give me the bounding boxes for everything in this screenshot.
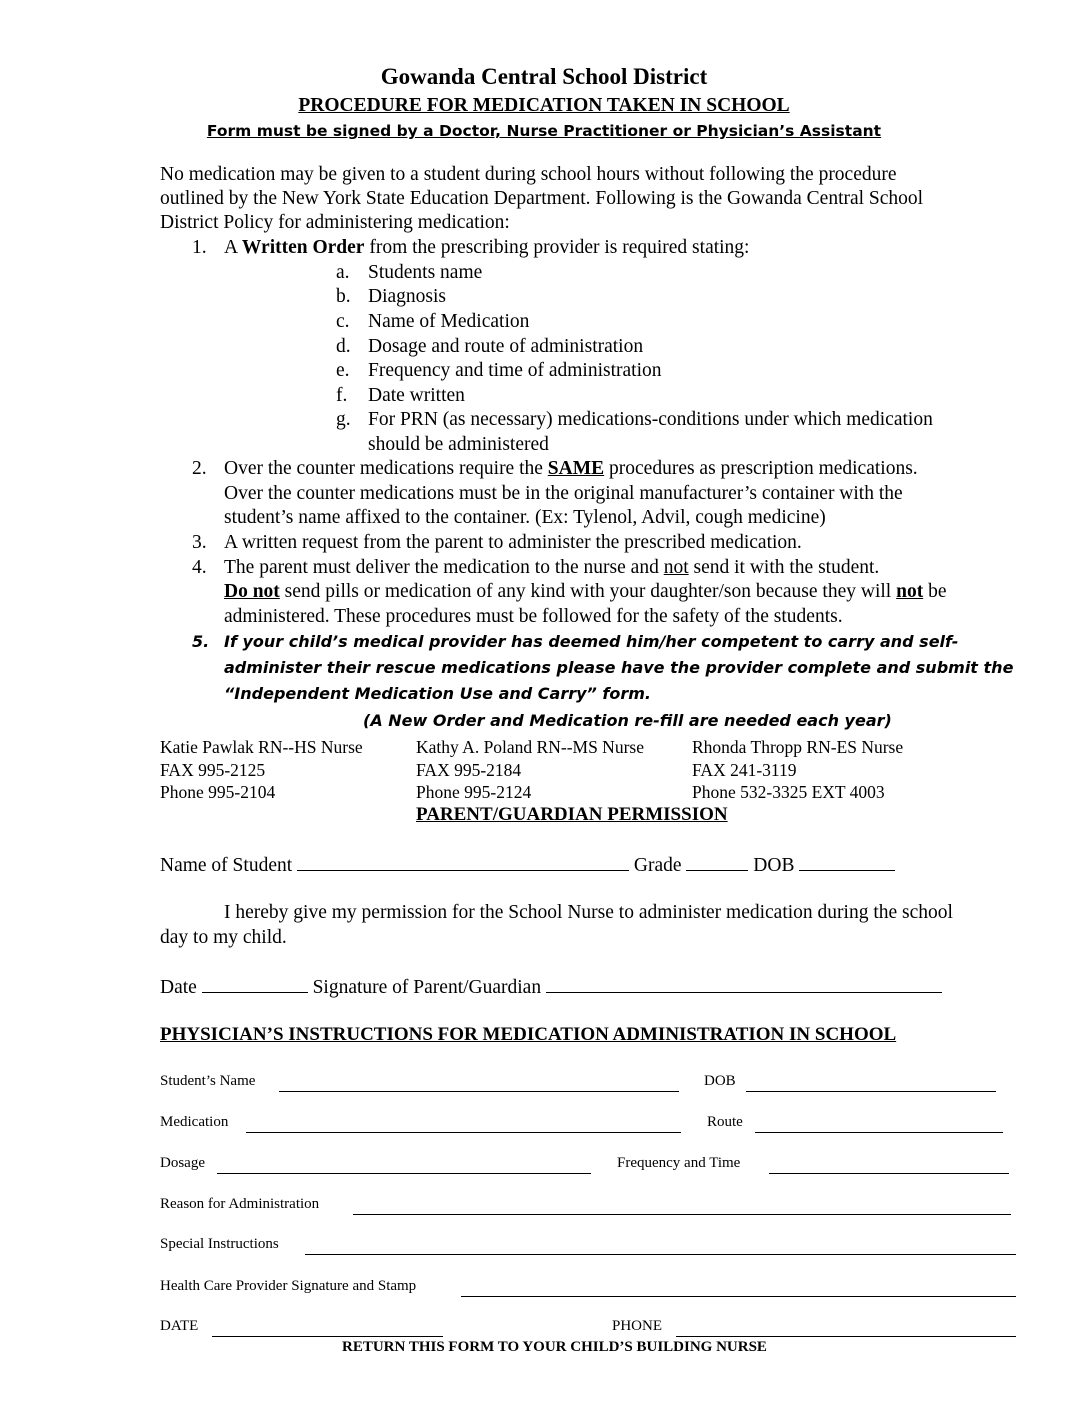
- student-name-label: Name of Student: [160, 855, 293, 876]
- district-title: Gowanda Central School District: [380, 64, 708, 89]
- provider-signature-field[interactable]: [461, 1278, 1016, 1297]
- return-notice: RETURN THIS FORM TO YOUR CHILD’S BUILDING NURSE: [342, 1339, 767, 1355]
- reason-field[interactable]: [353, 1196, 1011, 1215]
- nurse-1-name: Katie Pawlak RN--HS Nurse: [160, 737, 363, 757]
- permission-heading: PARENT/GUARDIAN PERMISSION: [416, 804, 728, 825]
- item-2-post: procedures as prescription medications.: [604, 458, 918, 479]
- route-label: Route: [707, 1114, 743, 1130]
- subitem-b-text: Diagnosis: [368, 286, 446, 307]
- subitem-b-letter: b.: [336, 286, 351, 307]
- special-instructions-label: Special Instructions: [160, 1236, 279, 1252]
- physician-dob-field[interactable]: [746, 1073, 996, 1092]
- parent-signature-row: [160, 974, 942, 1001]
- item-2-number: 2.: [192, 458, 207, 479]
- medication-field[interactable]: [246, 1114, 681, 1133]
- physician-date-label: DATE: [160, 1318, 199, 1334]
- grade-field[interactable]: [686, 852, 748, 871]
- reason-label: Reason for Administration: [160, 1196, 320, 1212]
- subitem-c-letter: c.: [336, 311, 350, 332]
- item-5-line-3: “Independent Medication Use and Carry” form.: [224, 684, 652, 703]
- item-4-mid: send pills or medication of any kind with your daughter/son because they will: [279, 581, 897, 602]
- student-name-field[interactable]: [297, 852, 629, 871]
- item-1-post: from the prescribing provider is required stating:: [364, 237, 750, 258]
- physician-phone-field[interactable]: [676, 1318, 1016, 1337]
- item-1-text: [224, 236, 749, 261]
- nurse-3-phone: Phone 532-3325 EXT 4003: [692, 782, 885, 802]
- item-4-pre: The parent must deliver the medication to the nurse and: [224, 557, 664, 578]
- student-name-row: [160, 852, 895, 879]
- nurse-3-fax: FAX 241-3119: [692, 760, 797, 780]
- subitem-a-letter: a.: [336, 262, 350, 283]
- nurse-2-phone: Phone 995-2124: [416, 782, 532, 802]
- subitem-d-text: Dosage and route of administration: [368, 336, 644, 357]
- intro-line-1: No medication may be given to a student during school hours without following the procedure: [160, 164, 897, 185]
- item-3-number: 3.: [192, 532, 207, 553]
- provider-signature-label: Health Care Provider Signature and Stamp: [160, 1278, 417, 1294]
- date-label: Date: [160, 977, 197, 998]
- dob-label: DOB: [753, 855, 795, 876]
- nurse-2-name: Kathy A. Poland RN--MS Nurse: [416, 737, 644, 757]
- item-2-pre: Over the counter medications require the: [224, 458, 548, 479]
- item-4-post: send it with the student.: [688, 557, 880, 578]
- grade-label: Grade: [633, 855, 682, 876]
- item-3-text: A written request from the parent to administer the prescribed medication.: [224, 532, 802, 553]
- physician-heading: PHYSICIAN’S INSTRUCTIONS FOR MEDICATION ADMINISTRATION IN SCHOOL: [160, 1024, 897, 1045]
- item-5-number: 5.: [192, 632, 210, 651]
- item-2-line-1: [224, 457, 918, 482]
- permission-statement-line-2: day to my child.: [160, 927, 287, 948]
- subitem-f-text: Date written: [368, 385, 465, 406]
- item-4-line-1: [224, 556, 879, 581]
- dosage-field[interactable]: [217, 1155, 591, 1174]
- subitem-d-letter: d.: [336, 336, 351, 357]
- intro-line-2: outlined by the New York State Education Department. Following is the Gowanda Central School: [160, 188, 924, 209]
- item-2-same: SAME: [547, 458, 605, 479]
- item-4-not: not: [663, 557, 689, 578]
- item-4-line-2: [224, 580, 946, 605]
- frequency-label: Frequency and Time: [617, 1155, 741, 1171]
- item-1-number: 1.: [192, 237, 207, 258]
- item-2-line-2: Over the counter medications must be in the original manufacturer’s container with the: [224, 483, 903, 504]
- subitem-f-letter: f.: [336, 385, 348, 406]
- physician-dob-label: DOB: [704, 1073, 736, 1089]
- nurse-1-phone: Phone 995-2104: [160, 782, 276, 802]
- signature-notice: Form must be signed by a Doctor, Nurse Practitioner or Physician’s Assistant: [206, 122, 882, 140]
- item-4-number: 4.: [192, 557, 207, 578]
- yearly-note: (A New Order and Medication re-fill are needed each year): [363, 711, 892, 730]
- frequency-field[interactable]: [769, 1155, 1009, 1174]
- parent-signature-label: Signature of Parent/Guardian: [312, 977, 542, 998]
- physician-students-name-label: Student’s Name: [160, 1073, 256, 1089]
- item-4-do-not: Do not: [224, 581, 280, 602]
- physician-students-name-field[interactable]: [279, 1073, 679, 1092]
- subitem-g-continuation: should be administered: [368, 434, 549, 455]
- item-1-bold: Written Order: [241, 237, 365, 258]
- subitem-a-text: Students name: [368, 262, 483, 283]
- permission-statement-line-1: I hereby give my permission for the School Nurse to administer medication during the school: [224, 902, 953, 923]
- subitem-c-text: Name of Medication: [368, 311, 530, 332]
- procedure-title: PROCEDURE FOR MEDICATION TAKEN IN SCHOOL: [298, 95, 790, 116]
- item-4-line-3: administered. These procedures must be followed for the safety of the students.: [224, 606, 843, 627]
- item-2-line-3: student’s name affixed to the container. (Ex: Tylenol, Advil, cough medicine): [224, 507, 826, 528]
- intro-line-3: District Policy for administering medication:: [160, 212, 510, 233]
- item-5-line-1: If your child’s medical provider has deemed him/her competent to carry and self-: [224, 632, 959, 651]
- nurse-2-fax: FAX 995-2184: [416, 760, 522, 780]
- medication-label: Medication: [160, 1114, 229, 1130]
- date-field[interactable]: [202, 974, 308, 993]
- item-5-line-2: administer their rescue medications please have the provider complete and submit the: [224, 658, 1014, 677]
- item-1-pre: A: [224, 237, 242, 258]
- subitem-g-letter: g.: [336, 409, 351, 430]
- dob-field[interactable]: [799, 852, 895, 871]
- item-4-not-bold: not: [896, 581, 924, 602]
- special-instructions-field[interactable]: [305, 1236, 1016, 1255]
- nurse-1-fax: FAX 995-2125: [160, 760, 266, 780]
- subitem-e-letter: e.: [336, 360, 350, 381]
- parent-signature-field[interactable]: [546, 974, 942, 993]
- dosage-label: Dosage: [160, 1155, 205, 1171]
- subitem-e-text: Frequency and time of administration: [368, 360, 662, 381]
- item-4-be: be: [923, 581, 947, 602]
- subitem-g-text: For PRN (as necessary) medications-conditions under which medication: [368, 409, 933, 430]
- physician-date-field[interactable]: [212, 1318, 443, 1337]
- route-field[interactable]: [755, 1114, 1003, 1133]
- nurse-3-name: Rhonda Thropp RN-ES Nurse: [692, 737, 904, 757]
- physician-phone-label: PHONE: [612, 1318, 663, 1334]
